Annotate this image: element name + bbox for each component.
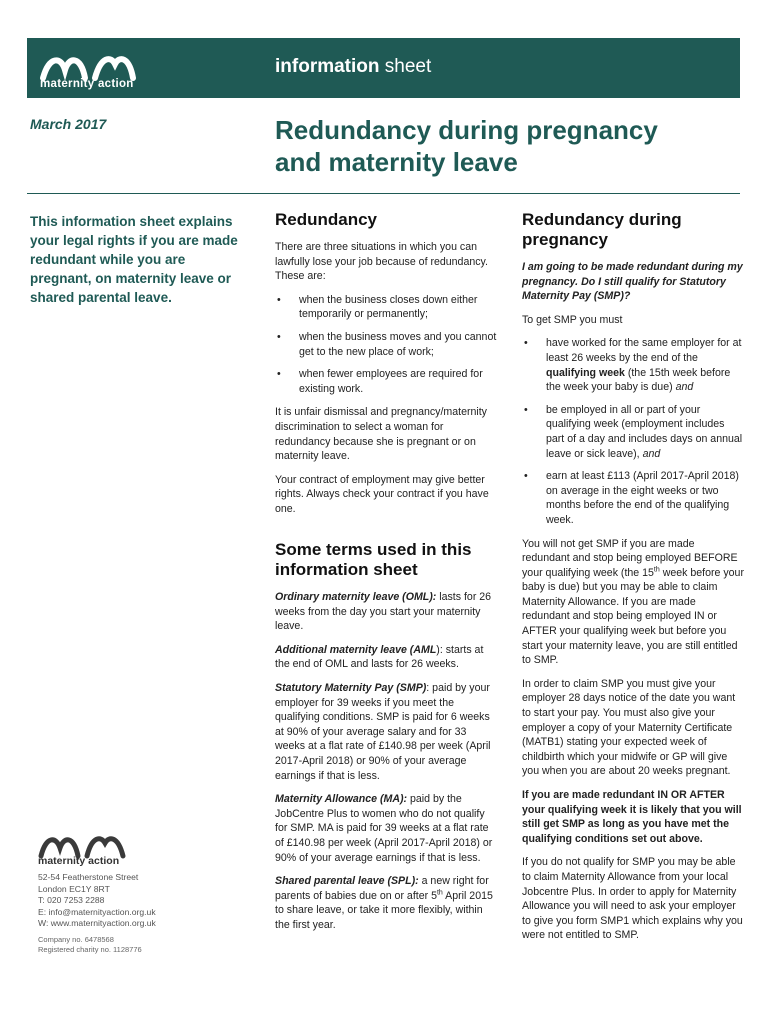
list-item: • when the business closes down either temporarily or permanently; — [275, 293, 497, 322]
condition-1-text-a: have worked for the same employer for at least 26 weeks by the end of the — [546, 337, 742, 364]
term-spl — [275, 874, 497, 932]
intro-summary: This information sheet explains your legal rights if you are made redundant while you are pregnant, on maternity leave or shared parental leave. — [30, 214, 238, 305]
term-aml-label: Additional maternity leave (AML — [275, 643, 437, 656]
list-item: • earn at least £113 (April 2017-April 2018) on average in the eight weeks or two months before the end of the qualifying week. — [522, 469, 744, 527]
term-aml-text: ): starts at the end of OML and lasts for 26 weeks. — [275, 643, 484, 671]
redundancy-section — [275, 210, 497, 526]
condition-1-bold: qualifying week — [546, 366, 625, 379]
header-banner — [27, 38, 740, 98]
header-logo-text: maternity action — [40, 78, 134, 90]
term-spl-text-a: a new right for parents of babies due on or after 5 — [275, 875, 489, 902]
term-smp-text: : paid by your employer for 39 weeks if you meet the qualifying conditions. SMP is paid for 6 weeks at 90% of your average salary and for 33 weeks at a flat rate of £140.98 per week (April 2017-April 2018) or 90% of your average earnings if that is less. — [275, 681, 491, 782]
pregnancy-section — [522, 210, 744, 952]
email-line: E: info@maternityaction.org.uk — [38, 906, 156, 917]
smp-conditions-list — [522, 336, 744, 527]
smp-lead: To get SMP you must — [522, 313, 623, 326]
header-title-bold: information — [275, 56, 380, 77]
list-item: • when fewer employees are required for existing work. — [275, 367, 497, 396]
term-spl-sup: th — [436, 889, 443, 897]
phone-line: T: 020 7253 2288 — [38, 895, 105, 906]
term-ma — [275, 792, 497, 865]
qualifying-week-text-b: week before your baby is due) but you may be able to claim Maternity Allowance. If you are made redundant and stop being employed IN or AFTER your qualifying week but before you start your maternity leave, you are still entitled to SMP. — [522, 566, 744, 667]
header-title — [275, 56, 431, 78]
qualifying-week-text-a: You will not get SMP if you are made redundant and stop being employed BEFORE your qualifying week (the 15 — [522, 537, 738, 579]
address-line: London EC1Y 8RT — [38, 883, 110, 894]
condition-2-and: and — [642, 447, 661, 460]
maternity-allowance-paragraph: If you do not qualify for SMP you may be able to claim Maternity Allowance from your local Jobcentre Plus. In order to apply for Maternity Allowance you will need to ask your employer to give you form SMP1 which explains why you were not entitled to SMP. — [522, 856, 743, 942]
qualifying-week-paragraph — [522, 537, 744, 668]
term-spl-text-b: April 2015 to share leave, or take it more flexibly, within the first year. — [275, 889, 493, 931]
likely-smp-paragraph: If you are made redundant IN OR AFTER your qualifying week it is likely that you will still get SMP as long as you have met the qualifying conditions set out above. — [522, 789, 742, 845]
website-line: W: www.maternityaction.org.uk — [38, 918, 156, 929]
address-line: 52-54 Featherstone Street — [38, 872, 139, 882]
condition-2-text: be employed in all or part of your qualifying week (employment includes part of a day and includes days on annual leave or sick leave), — [546, 403, 743, 460]
term-ma-label: Maternity Allowance (MA): — [275, 793, 408, 806]
qualifying-week-sup: th — [653, 566, 660, 574]
footer-logo-text: maternity action — [38, 855, 120, 867]
contract-paragraph: Your contract of employment may give better rights. Always check your contract if you have one. — [275, 473, 489, 515]
term-smp — [275, 681, 497, 783]
list-item — [522, 403, 744, 461]
smp-question: I am going to be made redundant during my pregnancy. Do I still qualify for Statutory Maternity Pay (SMP)? — [522, 261, 743, 303]
charity-number: Registered charity no. 1128776 — [38, 945, 142, 954]
list-item — [522, 336, 744, 394]
term-aml — [275, 643, 497, 672]
term-ma-text: paid by the JobCentre Plus to women who do not qualify for SMP. MA is paid for 39 weeks at a flat rate of £140.98 per week (April 2017-April 2018) or 90% of your average earnings if that is less. — [275, 793, 493, 864]
redundancy-situations-list — [275, 293, 497, 397]
unfair-dismissal-paragraph: It is unfair dismissal and pregnancy/maternity discrimination to select a woman for redundancy because she is pregnant or on maternity leave. — [275, 406, 487, 463]
redundancy-heading: Redundancy — [275, 210, 378, 229]
redundancy-intro: There are three situations in which you can lawfully lose your job because of redundancy. These are: — [275, 241, 488, 283]
page-title-line-2: and maternity leave — [275, 147, 518, 177]
terms-section — [275, 540, 497, 941]
page-title-line-1: Redundancy during pregnancy — [275, 115, 658, 145]
claim-smp-paragraph: In order to claim SMP you must give your employer 28 days notice of the date you want to start your pay. You must also give your employer a copy of your Maternity Certificate (MATB1) stating your expected week of childbirth which your midwife or GP will give you when you are about 20 weeks pregnant. — [522, 677, 736, 778]
title-divider — [27, 193, 740, 194]
term-oml-text: lasts for 26 weeks from the day you start your maternity leave. — [275, 591, 492, 633]
term-oml-label: Ordinary maternity leave (OML): — [275, 591, 437, 603]
contact-address — [38, 872, 156, 930]
header-title-rest: sheet — [379, 56, 432, 77]
page-title — [275, 114, 735, 178]
company-info — [38, 935, 142, 955]
list-item: • when the business moves and you cannot get to the new place of work; — [275, 330, 497, 359]
publication-date: March 2017 — [30, 116, 107, 132]
term-smp-label: Statutory Maternity Pay (SMP) — [275, 681, 427, 694]
company-number: Company no. 6478568 — [38, 935, 114, 944]
term-oml — [275, 590, 497, 634]
condition-1-text-b: (the 15th week before the week your baby is due) — [546, 366, 731, 394]
condition-1-and: and — [675, 381, 694, 394]
pregnancy-heading: Redundancy during pregnancy — [522, 210, 682, 249]
term-spl-label: Shared parental leave (SPL): — [275, 875, 419, 888]
terms-heading: Some terms used in this information sheet — [275, 540, 472, 579]
